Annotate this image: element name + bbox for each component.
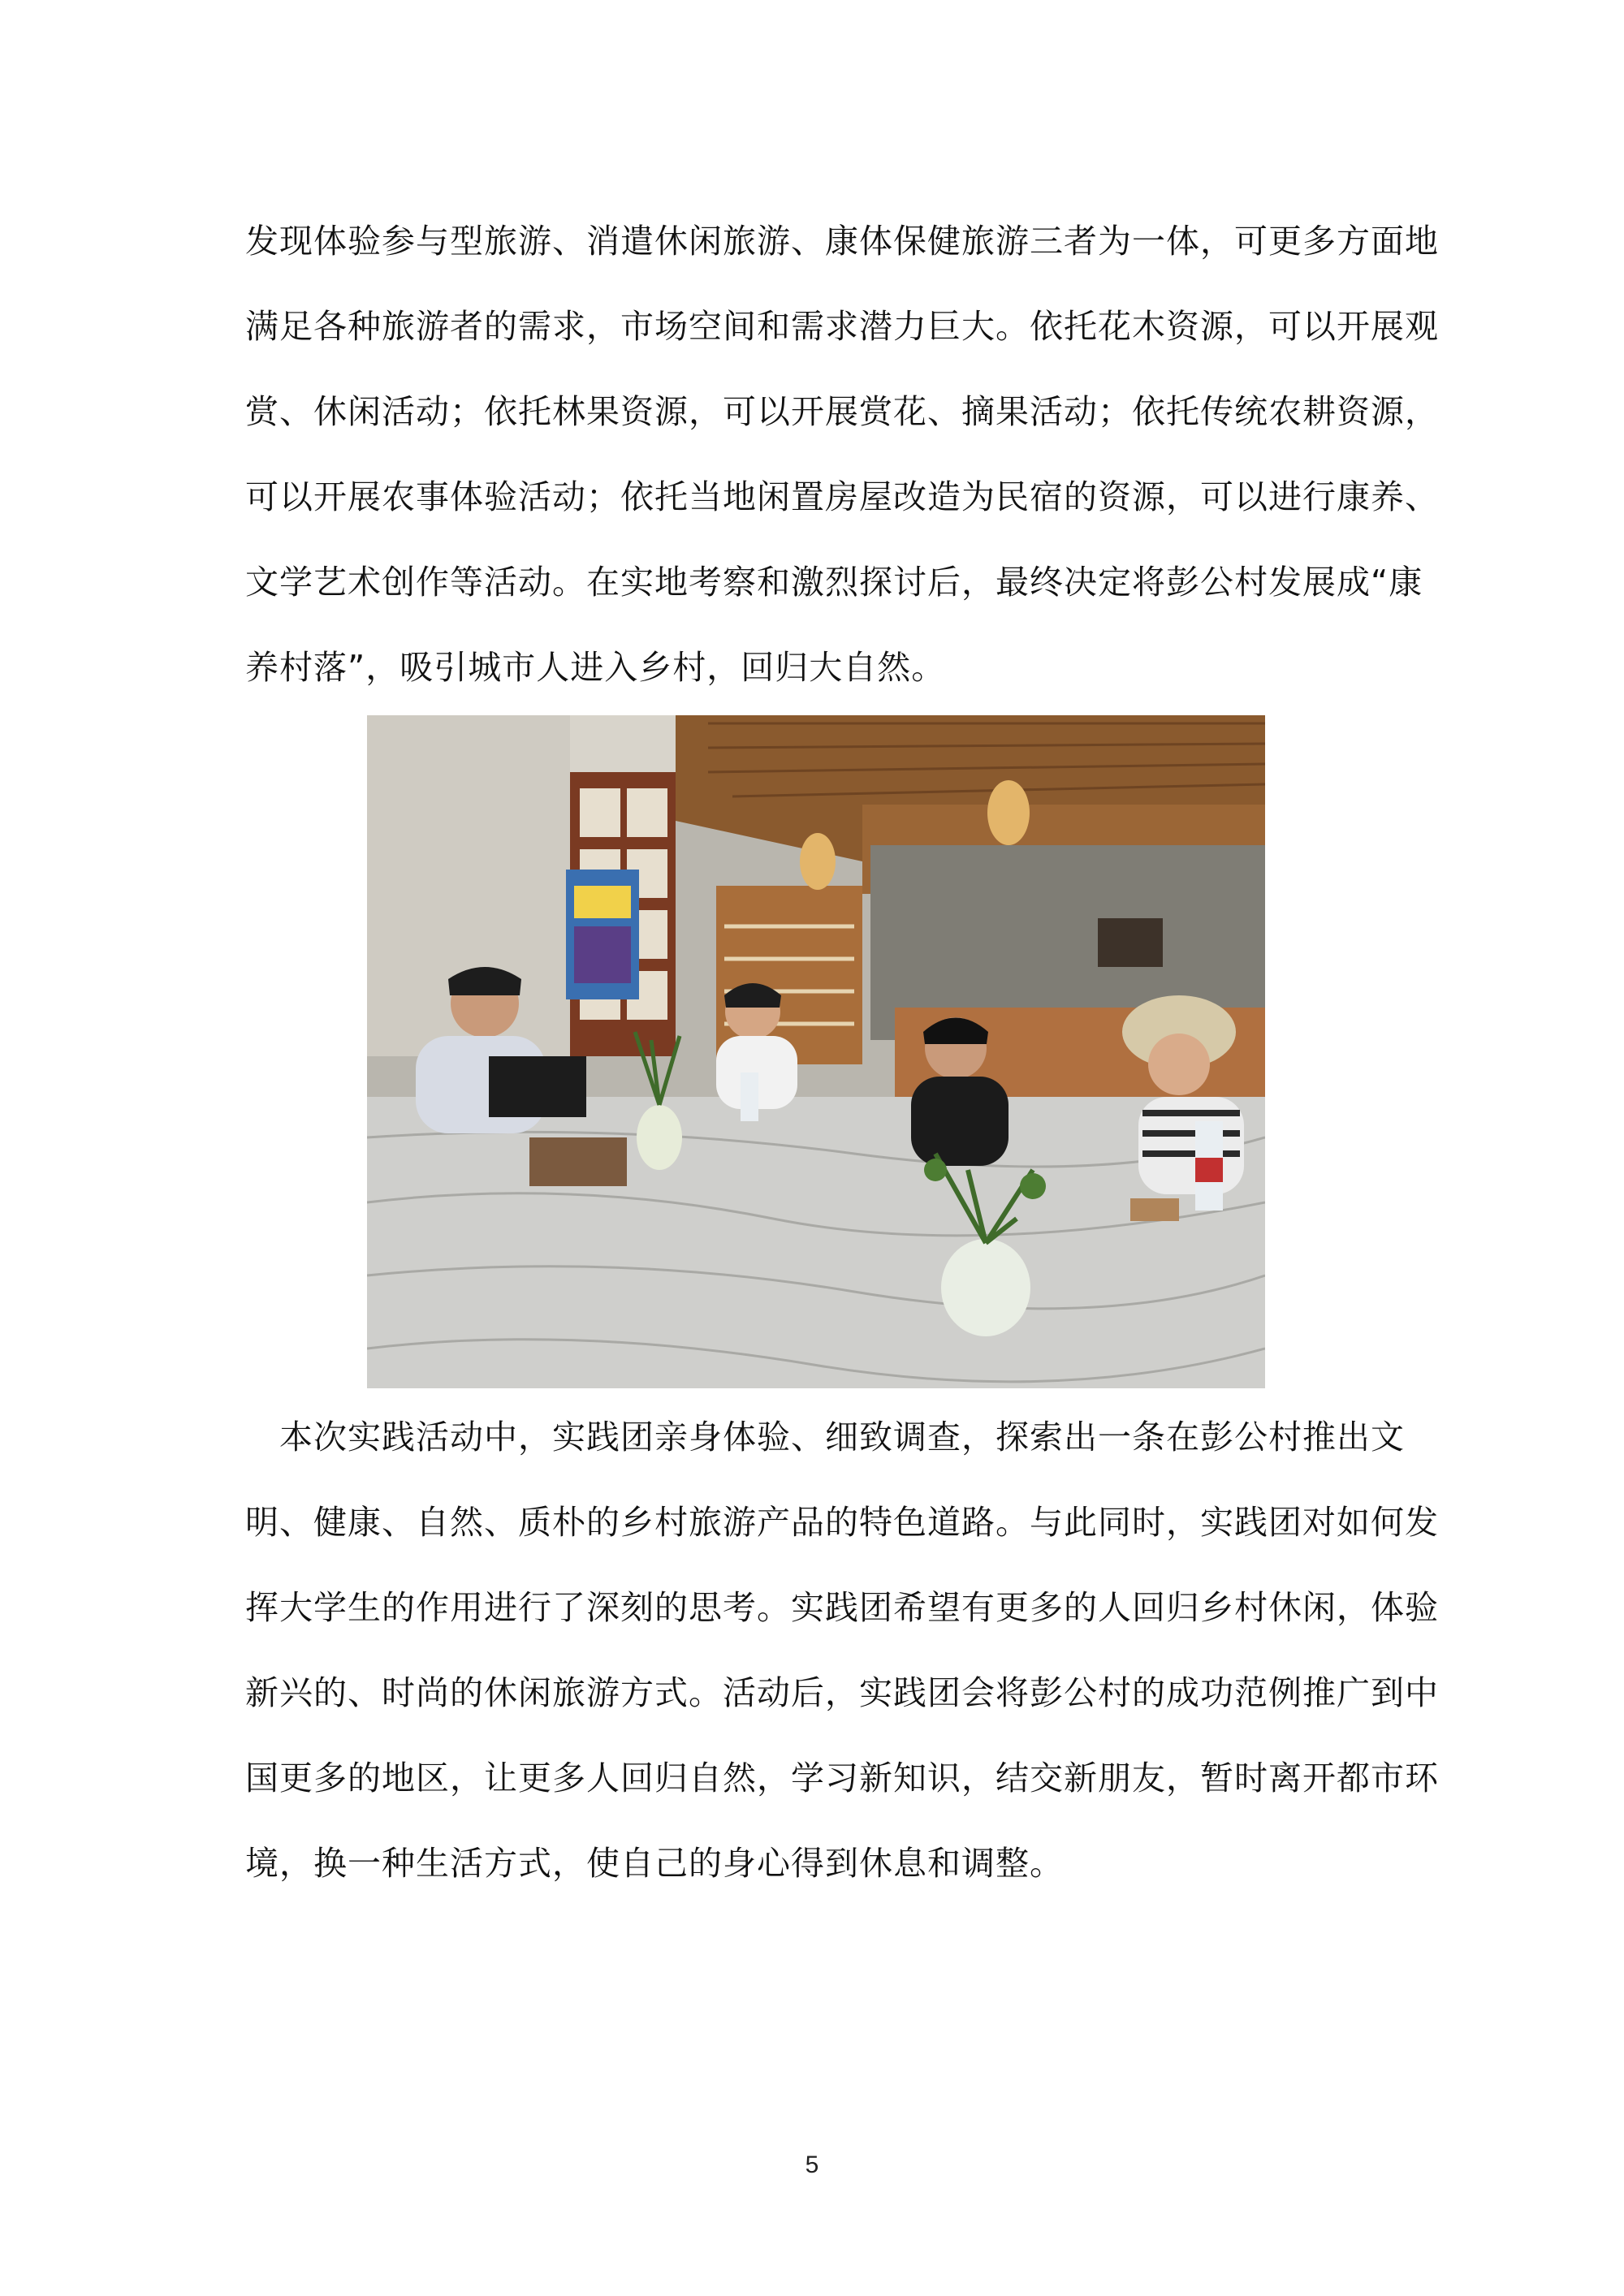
paragraph-line: 发现体验参与型旅游、消遣休闲旅游、康体保健旅游三者为一体，可更多方面地	[245, 222, 1439, 261]
paragraph-line: 本次实践活动中，实践团亲身体验、细致调查，探索出一条在彭公村推出文	[245, 1418, 1405, 1457]
paragraph-line: 新兴的、时尚的休闲旅游方式。活动后，实践团会将彭公村的成功范例推广到中	[245, 1673, 1439, 1712]
paragraph-line: 可以开展农事体验活动；依托当地闲置房屋改造为民宿的资源，可以进行康养、	[245, 477, 1439, 516]
paragraph-line: 养村落”，吸引城市人进入乡村，回归大自然。	[245, 648, 946, 687]
paragraph-line: 明、健康、自然、质朴的乡村旅游产品的特色道路。与此同时，实践团对如何发	[245, 1503, 1439, 1542]
paragraph-line: 国更多的地区，让更多人回归自然，学习新知识，结交新朋友，暂时离开都市环	[245, 1759, 1439, 1798]
paragraph-line: 境，换一种生活方式，使自己的身心得到休息和调整。	[245, 1844, 1064, 1883]
paragraph-line: 挥大学生的作用进行了深刻的思考。实践团希望有更多的人回归乡村休闲，体验	[245, 1588, 1439, 1627]
meeting-photo	[367, 715, 1265, 1388]
paragraph-1	[245, 199, 1439, 710]
paragraph-line: 赏、休闲活动；依托林果资源，可以开展赏花、摘果活动；依托传统农耕资源，	[245, 392, 1439, 431]
page-number: 5	[805, 2151, 819, 2178]
paragraph-line: 文学艺术创作等活动。在实地考察和激烈探讨后，最终决定将彭公村发展成“康	[245, 563, 1423, 602]
paragraph-line: 满足各种旅游者的需求，市场空间和需求潜力巨大。依托花木资源，可以开展观	[245, 307, 1439, 346]
paragraph-2	[245, 1395, 1439, 1906]
